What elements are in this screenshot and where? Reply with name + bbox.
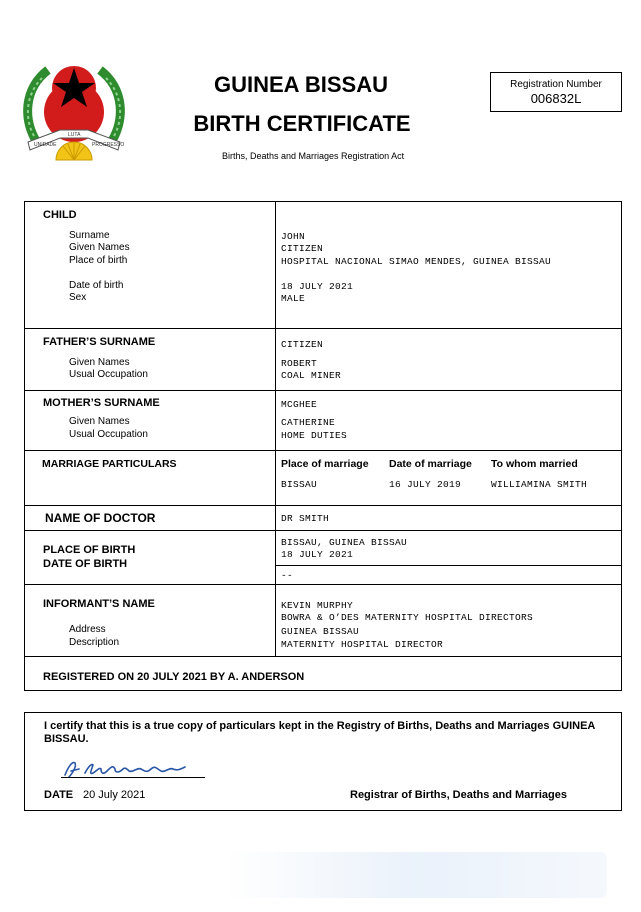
- child-date-label: Date of birth: [69, 280, 124, 291]
- certificate-table: [24, 201, 622, 691]
- child-place-of-birth: HOSPITAL NACIONAL SIMAO MENDES, GUINEA BISSAU: [281, 256, 552, 267]
- date-of-birth-heading: DATE OF BIRTH: [43, 558, 128, 570]
- registration-label: Registration Number: [510, 79, 602, 90]
- marriage-place-header: Place of marriage: [281, 458, 369, 470]
- informant-description-label: Description: [69, 637, 120, 648]
- father-heading: FATHER’S SURNAME: [43, 336, 156, 348]
- father-occupation: COAL MINER: [281, 370, 342, 381]
- informant-heading: INFORMANT’S NAME: [43, 598, 155, 610]
- father-occupation-label: Usual Occupation: [69, 369, 148, 380]
- certification-date: 20 July 2021: [83, 789, 146, 801]
- birth-date: 18 JULY 2021: [281, 549, 354, 560]
- informant-organisation: BOWRA & O’DES MATERNITY HOSPITAL DIRECTORS: [281, 612, 534, 623]
- child-given-names: CITIZEN: [281, 243, 324, 254]
- child-date-of-birth: 18 JULY 2021: [281, 281, 354, 292]
- birth-place: BISSAU, GUINEA BISSAU: [281, 537, 408, 548]
- child-place-label: Place of birth: [69, 255, 128, 266]
- marriage-spouse: WILLIAMINA SMITH: [491, 479, 588, 490]
- registration-number: 006832L: [530, 91, 582, 106]
- emblem-motto-1: UNIDADE: [34, 142, 57, 148]
- child-sex-label: Sex: [69, 292, 87, 303]
- row-divider: [25, 328, 621, 329]
- signature-line: [61, 777, 205, 778]
- child-given-label: Given Names: [69, 242, 130, 253]
- child-heading: CHILD: [43, 209, 77, 221]
- marriage-date-header: Date of marriage: [389, 458, 472, 470]
- emblem-motto-2: LUTA: [68, 132, 81, 138]
- country-title: GUINEA BISSAU: [214, 72, 388, 97]
- act-subtitle: Births, Deaths and Marriages Registration Act: [222, 151, 405, 161]
- marriage-heading: MARRIAGE PARTICULARS: [42, 458, 177, 470]
- row-divider: [25, 450, 621, 451]
- place-of-birth-heading: PLACE OF BIRTH: [43, 544, 136, 556]
- registration-box: [490, 72, 622, 112]
- marriage-place: BISSAU: [281, 479, 318, 490]
- document-title: BIRTH CERTIFICATE: [193, 111, 411, 136]
- father-given-label: Given Names: [69, 357, 130, 368]
- marriage-date: 16 JULY 2019: [389, 479, 462, 490]
- mother-heading: MOTHER’S SURNAME: [43, 397, 160, 409]
- row-divider: [25, 505, 621, 506]
- registrar-signature: [61, 753, 211, 783]
- father-surname: CITIZEN: [281, 339, 324, 350]
- informant-address: GUINEA BISSAU: [281, 626, 360, 637]
- column-divider: [275, 202, 276, 656]
- certification-box: [24, 712, 622, 811]
- informant-name: KEVIN MURPHY: [281, 600, 354, 611]
- registered-line: REGISTERED ON 20 JULY 2021 BY A. ANDERSON: [43, 671, 305, 683]
- certification-statement: I certify that this is a true copy of particulars kept in the Registry of Births, Deaths and Marriages GUINEA BISSAU.: [44, 720, 595, 745]
- mother-occupation-label: Usual Occupation: [69, 429, 148, 440]
- row-divider: [25, 656, 621, 657]
- date-label: DATE: [44, 789, 74, 801]
- mother-given-label: Given Names: [69, 416, 130, 427]
- father-given-names: ROBERT: [281, 358, 318, 369]
- child-surname: JOHN: [281, 231, 306, 242]
- doctor-heading: NAME OF DOCTOR: [45, 511, 156, 525]
- child-sex: MALE: [281, 293, 306, 304]
- child-surname-label: Surname: [69, 230, 110, 241]
- informant-description: MATERNITY HOSPITAL DIRECTOR: [281, 639, 444, 650]
- row-divider: [25, 390, 621, 391]
- mother-surname: MCGHEE: [281, 399, 318, 410]
- birth-extra: --: [281, 570, 294, 581]
- emblem-motto-3: PROGRESSO: [92, 142, 125, 148]
- informant-address-label: Address: [69, 624, 106, 635]
- mother-given-names: CATHERINE: [281, 417, 336, 428]
- registrar-title: Registrar of Births, Deaths and Marriages: [350, 789, 568, 801]
- row-divider: [276, 565, 621, 566]
- mother-occupation: HOME DUTIES: [281, 430, 348, 441]
- row-divider: [25, 530, 621, 531]
- marriage-whom-header: To whom married: [491, 458, 578, 470]
- background-smudge: [225, 852, 607, 898]
- row-divider: [25, 584, 621, 585]
- doctor-name: DR SMITH: [281, 513, 330, 524]
